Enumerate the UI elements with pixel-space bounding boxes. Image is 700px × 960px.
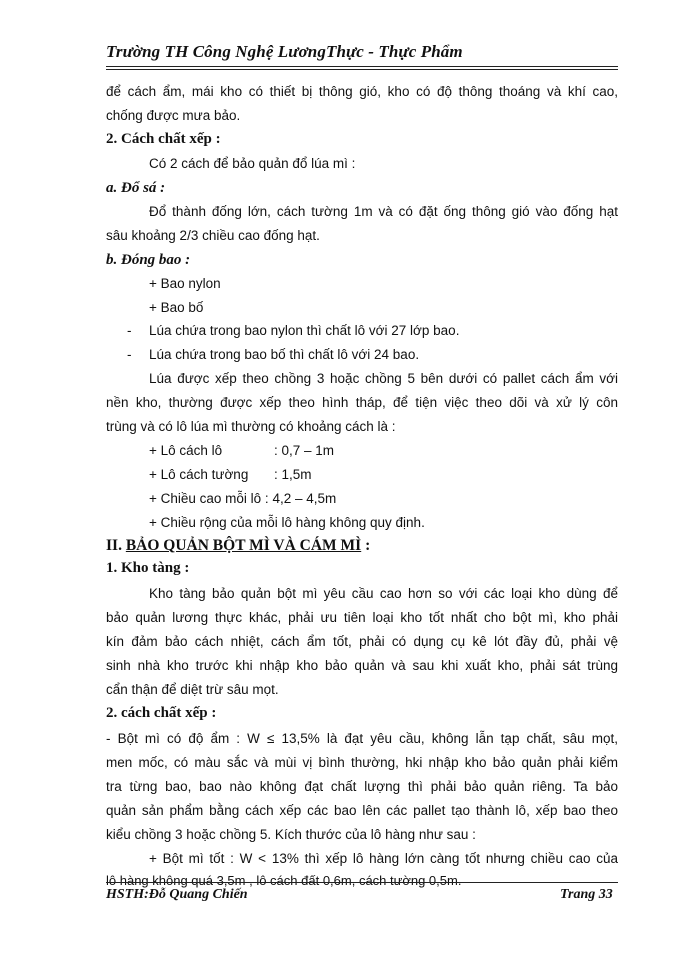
- paragraph-line: nền kho, thường được xếp theo hình tháp, để tiện việc theo dõi và xử lý côn: [106, 395, 618, 410]
- paragraph-line: sâu khoảng 2/3 chiều cao đống hạt.: [106, 228, 320, 243]
- paragraph-line: + Bột mì tốt : W < 13% thì xếp lô hàng lớn càng tốt nhưng chiều cao của: [149, 851, 618, 866]
- paragraph-line: kiểu chồng 3 hoặc chồng 5. Kích thước của lô hàng như sau :: [106, 827, 476, 842]
- section-title: BẢO QUẢN BỘT MÌ VÀ CÁM MÌ: [125, 537, 362, 554]
- paragraph-line: Có 2 cách để bảo quản đổ lúa mì :: [149, 156, 356, 171]
- paragraph-line: lô hàng không quá 3,5m , lô cách đất 0,6m, cách tường 0,5m.: [106, 873, 462, 888]
- list-item: + Bao nylon: [149, 276, 221, 291]
- paragraph-line: men mốc, có màu sắc và mùi vị bình thường, hki nhập kho bảo quản phải kiểm: [106, 755, 618, 770]
- spec-value: : 1,5m: [274, 467, 312, 482]
- section-colon: :: [361, 537, 371, 554]
- paragraph-line: bảo quản lương thực khác, phải ưu tiên loại kho tốt nhất cho bột mì, kho phải: [106, 610, 618, 625]
- section-heading: [106, 537, 370, 555]
- page-header-title: Trường TH Công Nghệ LươngThực - Thực Phẩm: [106, 42, 463, 61]
- paragraph-line: Đổ thành đống lớn, cách tường 1m và có đặt ống thông gió vào đống hạt: [149, 204, 618, 219]
- paragraph-line: trùng và có lô lúa mì thường có khoảng cách là :: [106, 419, 396, 434]
- footer-author: HSTH:Đỗ Quang Chiến: [106, 887, 248, 902]
- spec-label: + Lô cách tường: [149, 467, 249, 482]
- subheading-cach-chat-xep: 2. Cách chất xếp :: [106, 131, 221, 147]
- spec-item: + Chiều rộng của mỗi lô hàng không quy định.: [149, 515, 425, 530]
- spec-item: + Chiều cao mỗi lô : 4,2 – 4,5m: [149, 491, 337, 506]
- paragraph-line: kín đảm bảo cách nhiệt, cách ẩm tốt, phải có dụng cụ kê lót đầy đủ, phải vệ: [106, 634, 618, 649]
- subheading-dong-bao: b. Đóng bao :: [106, 252, 191, 268]
- list-item: + Bao bố: [149, 300, 204, 315]
- paragraph-line: - Bột mì có độ ẩm : W ≤ 13,5% là đạt yêu cầu, không lẫn tạp chất, sâu mọt,: [106, 731, 618, 746]
- paragraph-line: tra từng bao, bao nào không đạt chất lượng thì phải bảo quản riêng. Ta bảo: [106, 779, 618, 794]
- list-item: Lúa chứa trong bao bố thì chất lô với 24 bao.: [149, 347, 420, 362]
- footer-page-number: Trang 33: [560, 887, 613, 902]
- dash-bullet: -: [127, 323, 132, 338]
- paragraph-line: Kho tàng bảo quản bột mì yêu cầu cao hơn so với các loại kho dùng để: [149, 586, 618, 601]
- subheading-kho-tang: 1. Kho tàng :: [106, 560, 190, 576]
- spec-value: : 0,7 – 1m: [274, 443, 335, 458]
- dash-bullet: -: [127, 347, 132, 362]
- subheading-do-sa: a. Đổ sá :: [106, 180, 166, 196]
- header-divider: [106, 66, 618, 70]
- spec-item: [149, 467, 312, 482]
- paragraph-line: Lúa được xếp theo chồng 3 hoặc chồng 5 bên dưới có pallet cách ẩm với: [149, 371, 618, 386]
- paragraph-line: sinh nhà kho trước khi nhập kho bảo quản và sau khi xuất kho, phải sát trùng: [106, 658, 618, 673]
- spec-label: + Lô cách lô: [149, 443, 223, 458]
- paragraph-line: cẩn thận để diệt trừ sâu mọt.: [106, 682, 279, 697]
- list-item: Lúa chứa trong bao nylon thì chất lô với 27 lớp bao.: [149, 323, 460, 338]
- paragraph-line: chống được mưa bảo.: [106, 108, 241, 123]
- paragraph-line: quản sản phẩm bằng cách xếp các bao lên các pallet tạo thành lô, xếp bao theo: [106, 803, 618, 818]
- spec-item: [149, 443, 334, 458]
- paragraph-line: để cách ẩm, mái kho có thiết bị thông gió, kho có độ thông thoáng và khí cao,: [106, 84, 618, 99]
- footer-divider: [106, 882, 618, 883]
- subheading-cach-chat-xep-2: 2. cách chất xếp :: [106, 705, 217, 721]
- section-number: II.: [106, 537, 126, 554]
